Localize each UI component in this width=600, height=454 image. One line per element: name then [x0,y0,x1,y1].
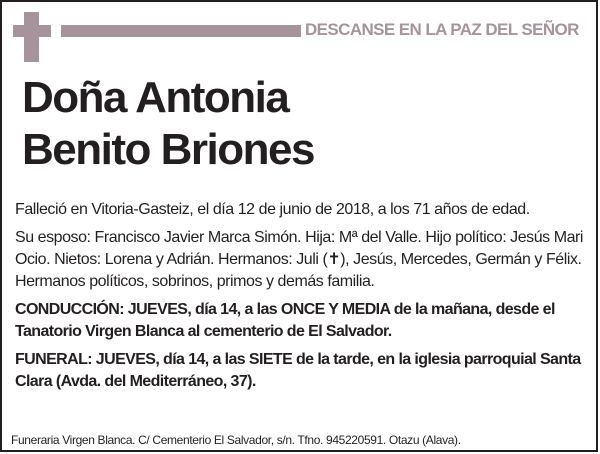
header-divider-bar [61,25,301,37]
header-motto: DESCANSE EN LA PAZ DEL SEÑOR [305,20,579,39]
announcement-body [15,199,595,399]
deceased-name-line-1: Doña Antonia [22,73,289,122]
funeral-details: FUNERAL: JUEVES, día 14, a las SIETE de la tarde, en la iglesia parroquial Santa Clara (Avda. del Mediterráneo, 37). [15,351,581,390]
deceased-name-line-2: Benito Briones [22,125,314,174]
latin-cross-icon-arm [13,25,51,37]
deceased-name [22,72,314,176]
funeral-home-footer: Funeraria Virgen Blanca. C/ Cementerio El Salvador, s/n. Tfno. 945220591. Otazu (Alava). [11,433,461,447]
death-notice: Falleció en Vitoria-Gasteiz, el día 12 de junio de 2018, a los 71 años de edad. [15,201,530,218]
latin-cross-icon [24,12,39,62]
family-list: Su esposo: Francisco Javier Marca Simón. Hija: Mª del Valle. Hijo político: Jesús Mari Ocio. Nietos: Lorena y Adrián. Hermanos: Juli (✝), Jesús, Mercedes, Germán y Félix. Hermanos políticos, sobrinos, primos y demás familia. [15,229,584,290]
conduccion-details: CONDUCCIÓN: JUEVES, día 14, a las ONCE Y MEDIA de la mañana, desde el Tanatorio Virgen Blanca al cementerio de El Salvador. [15,301,555,340]
